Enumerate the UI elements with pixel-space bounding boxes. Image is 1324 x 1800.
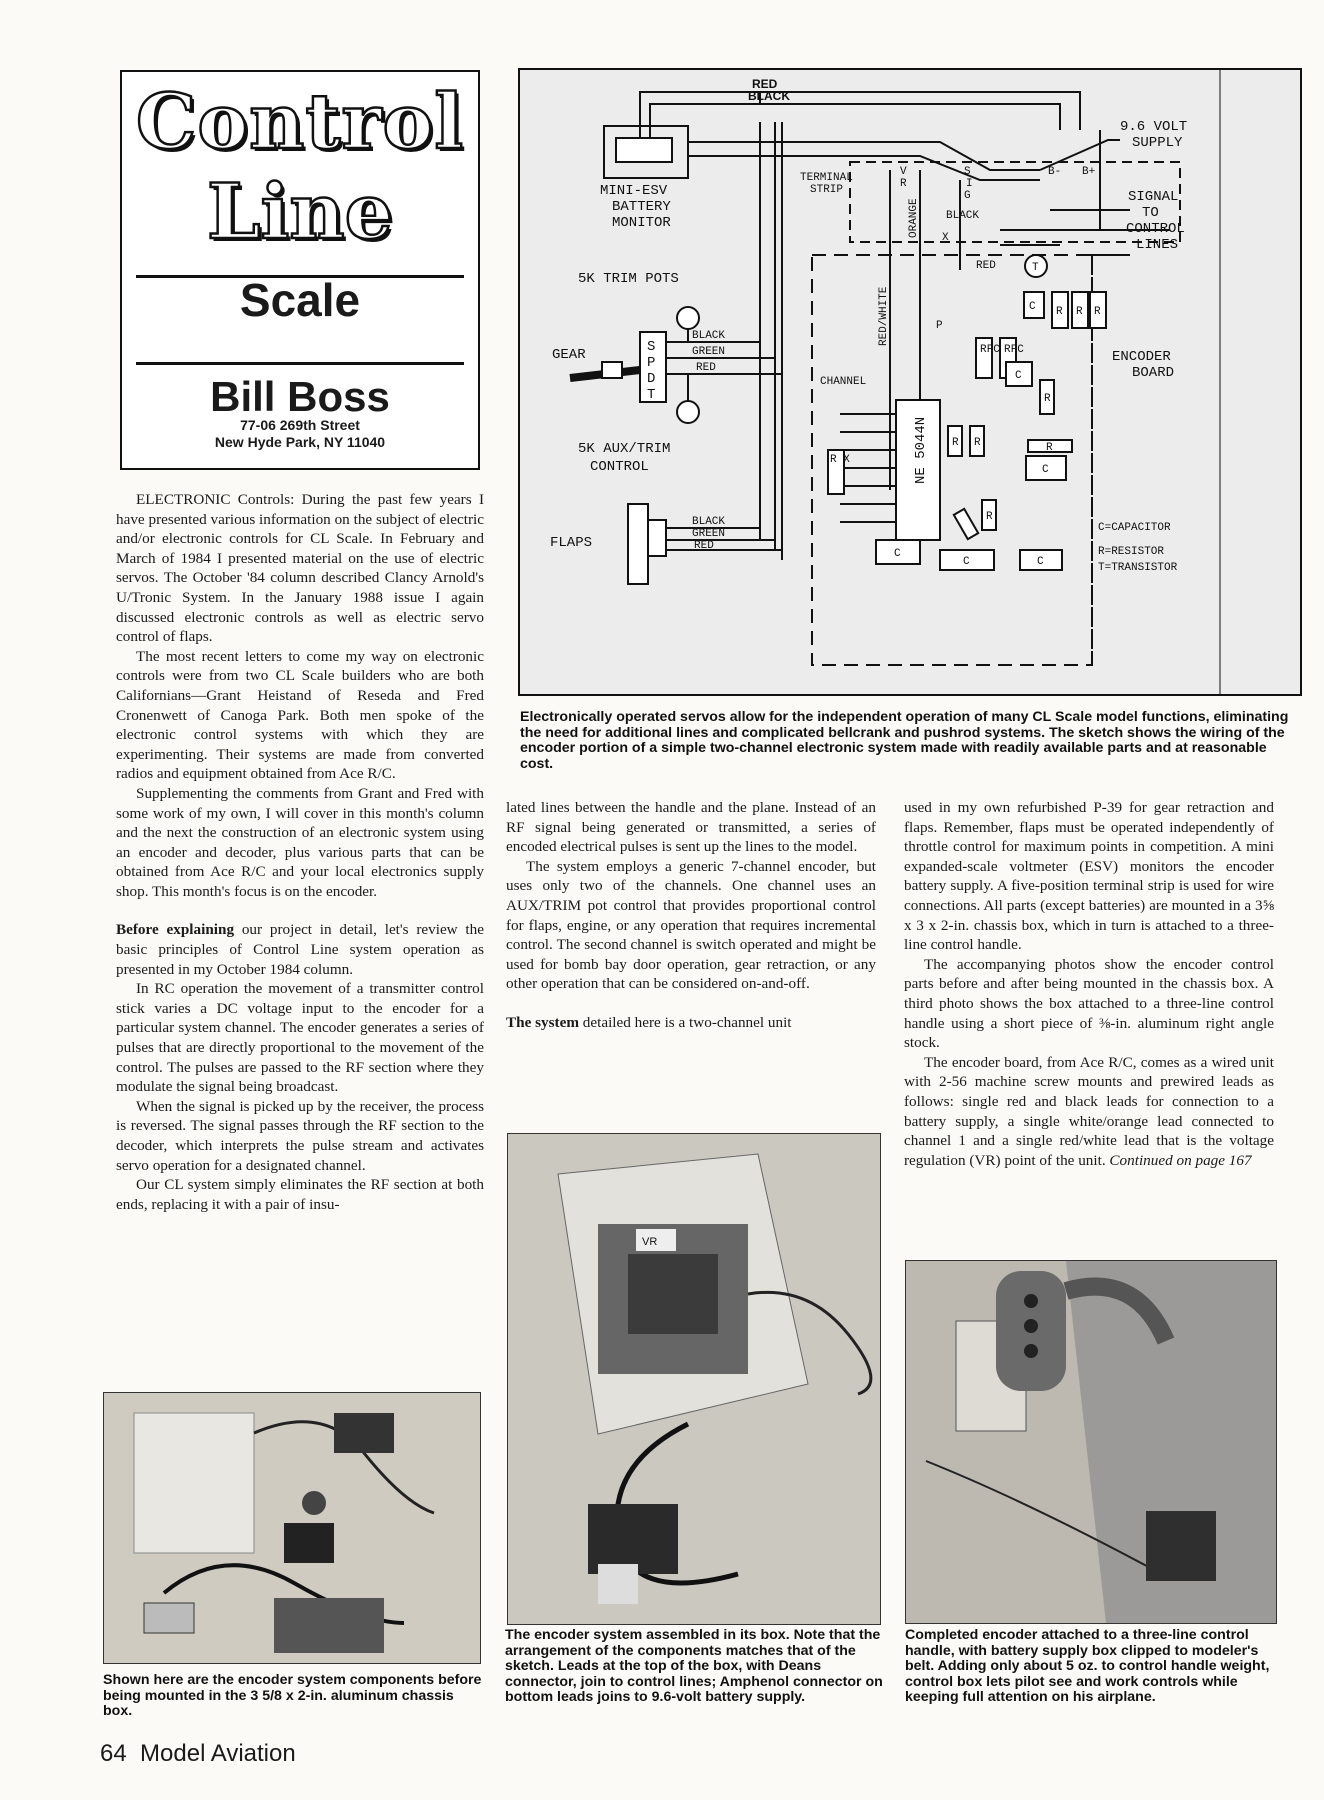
label-c-5: C: [963, 556, 970, 568]
label-green-flaps: GREEN: [692, 528, 726, 540]
label-board: BOARD: [1132, 365, 1175, 381]
legend-resistor: R=RESISTOR: [1098, 546, 1165, 558]
components-photo-caption: Shown here are the encoder system components before being mounted in the 3 5/8 x 2-in. aluminum chassis box.: [103, 1672, 482, 1719]
label-b-minus: B-: [1048, 166, 1062, 178]
label-battery: BATTERY: [612, 199, 671, 215]
lead-word: Before explaining: [116, 921, 235, 939]
wiring-diagram: [518, 68, 1302, 696]
label-red-gear: RED: [696, 362, 716, 374]
label-r-1: R: [1056, 306, 1063, 318]
label-signal: SIGNAL: [1128, 189, 1179, 205]
label-strip: STRIP: [810, 184, 844, 196]
paragraph: [116, 490, 484, 647]
label-black: BLACK: [748, 89, 790, 103]
paragraph: The most recent letters to come my way on electronic controls were from two CL Scale builders who are both Californians—Grant Heistand of Reseda and Fred Cronenwett of Canoga Park. Both men spoke of the electronic control systems with which they are experimenting. Their systems are made from converted radios and equipment obtained from Ace R/C.: [116, 647, 484, 783]
paragraph: lated lines between the handle and the plane. Instead of an RF signal being generated or transmitted, a series of encoded electrical pulses is sent up the lines to the model.: [506, 799, 876, 856]
column-subtitle: Scale: [239, 274, 361, 326]
label-monitor: MONITOR: [612, 215, 671, 231]
paragraph-text: detailed here is a two-channel unit: [578, 1013, 792, 1031]
paragraph: In RC operation the movement of a transmitter control stick varies a DC voltage input to the encoder for a particular system channel. The encoder generates a series of pulses that are directly proportional to the movement of the control. The pulses are passed to the RF section where they modulate the signal being broadcast.: [116, 980, 484, 1096]
label-transistor: T: [1032, 262, 1039, 274]
paragraph: used in my own refurbished P-39 for gear retraction and flaps. Remember, flaps must be operated independently of throttle control for maximum points in competition. A mini expanded-scale voltmeter (ESV) monitors the encoder battery supply. A five-position terminal strip is used for wire connections. All parts (except batteries) are mounted in a 3⅝ x 3 x 2-in. chassis box, which in turn is attached to a three-line control handle.: [904, 799, 1274, 954]
label-rx: R X: [830, 454, 850, 466]
label-r-8: R: [986, 511, 993, 523]
article-column-3: [904, 798, 1274, 1170]
label-flaps: FLAPS: [550, 535, 593, 551]
label-orange: ORANGE: [908, 198, 920, 238]
label-c-4: C: [894, 548, 901, 560]
article-column-1: [116, 490, 484, 1214]
label-r-7: R: [1046, 442, 1053, 454]
lead-word: The system: [506, 1013, 579, 1031]
label-terminal-v: V: [900, 166, 907, 178]
label-lines: LINES: [1136, 237, 1179, 253]
handle-mount-photo: [905, 1260, 1277, 1624]
paragraph: [116, 920, 484, 979]
label-terminal-i: I: [966, 178, 973, 190]
legend-transistor: T=TRANSISTOR: [1098, 562, 1178, 574]
author-name: Bill Boss: [210, 373, 390, 420]
paragraph: [904, 1053, 1274, 1171]
column-title-box: [120, 70, 480, 470]
address-line-2: New Hyde Park, NY 11040: [214, 434, 386, 450]
lead-word: ELECTRONIC: [136, 491, 231, 508]
label-c-6: C: [1037, 556, 1044, 568]
label-red-flaps: RED: [694, 540, 714, 552]
label-supply-2: SUPPLY: [1132, 135, 1183, 151]
legend-capacitor: C=CAPACITOR: [1098, 522, 1171, 534]
paragraph: Our CL system simply eliminates the RF section at both ends, replacing it with a pair of insu-: [116, 1176, 484, 1213]
label-r-3: R: [1094, 306, 1101, 318]
label-black-flaps: BLACK: [692, 516, 726, 528]
label-spdt-t: T: [647, 387, 656, 403]
label-red: RED: [752, 77, 778, 91]
label-c-2: C: [1015, 370, 1022, 382]
label-channel: CHANNEL: [820, 376, 867, 388]
label-green-gear: GREEN: [692, 346, 726, 358]
components-photo: [103, 1392, 481, 1664]
label-spdt-d: D: [647, 371, 656, 387]
handle-mount-photo-art: [906, 1261, 1276, 1623]
label-control: CONTROL: [1126, 221, 1185, 237]
label-rfc-2: RFC: [1004, 344, 1024, 356]
paragraph-text: our project in detail, let's review the basic principles of Control Line system operation as presented in my October 1984 column.: [116, 921, 484, 978]
box-vr-label: VR: [642, 1236, 658, 1248]
label-chip: NE 5044N: [913, 416, 929, 484]
paragraph: The accompanying photos show the encoder control parts before and after being mounted in the chassis box. A third photo shows the box attached to a three-line control handle using a short piece of ⅜-in. aluminum right angle stock.: [904, 955, 1274, 1052]
label-r-4: R: [952, 437, 959, 449]
label-red-terminal: RED: [976, 260, 996, 272]
label-encoder: ENCODER: [1112, 349, 1171, 365]
paragraph-text: The encoder board, from Ace R/C, comes as a wired unit with 2-56 machine screw mounts and prewired leads as follows: single red and black leads for connection to a battery supply, a single white/orange lead connected to channel 1 and a single red/white lead that is the voltage regulation (VR) point of the unit.: [904, 1053, 1274, 1169]
label-c-3: C: [1042, 464, 1049, 476]
label-spdt-p: P: [647, 355, 656, 371]
paragraph-text: Controls: During the past few years I have presented various information on the subject of electric and/or electronic controls for CL Scale. In February and March of 1984 I presented material on the use of electric servos. The October '84 column described Clancy Arnold's U/Tronic System. In the January 1988 issue I again discussed electronic controls as well as electric servo control of flaps.: [116, 491, 484, 646]
wiring-diagram-svg: [520, 70, 1300, 694]
article-column-2: [506, 798, 876, 1033]
label-r-5: R: [974, 437, 981, 449]
label-wire-x: X: [942, 232, 949, 244]
title-rule-bottom: [136, 362, 464, 365]
label-terminal-s: S: [964, 166, 971, 178]
page-number: 64: [100, 1740, 127, 1767]
assembled-encoder-photo-art: [508, 1134, 880, 1624]
label-c-1: C: [1029, 301, 1036, 313]
label-spdt-s: S: [647, 339, 656, 355]
label-terminal-g: G: [964, 190, 971, 202]
label-black-terminal: BLACK: [946, 210, 980, 222]
assembled-encoder-photo: [507, 1133, 881, 1625]
label-aux-trim: 5K AUX/TRIM: [578, 441, 671, 457]
components-photo-art: [104, 1393, 480, 1663]
label-to: TO: [1142, 205, 1159, 221]
label-red-white: RED/WHITE: [878, 286, 890, 346]
label-r-6: R: [1044, 393, 1051, 405]
paragraph: [506, 1013, 876, 1033]
assembled-photo-caption: The encoder system assembled in its box. Note that the arrangement of the components matches that of the sketch. Leads at the top of the box, with Deans connector, join to control lines; Amphenol connector on bottom leads joins to 9.6-volt battery supply.: [505, 1627, 883, 1705]
label-terminal: TERMINAL: [800, 172, 853, 184]
continued-note: Continued on page 167: [1109, 1151, 1252, 1169]
label-r-2: R: [1076, 306, 1083, 318]
label-gear: GEAR: [552, 347, 586, 363]
label-mini-esv: MINI-ESV: [600, 183, 668, 199]
diagram-caption: Electronically operated servos allow for the independent operation of many CL Scale model functions, eliminating the need for additional lines and complicated bellcrank and pushrod systems. The sketch shows the wiring of the encoder portion of a simple two-channel electronic system made with readily available parts and at reasonable cost.: [520, 709, 1289, 772]
magazine-name: Model Aviation: [140, 1740, 296, 1767]
address-line-1: 77-06 269th Street: [240, 417, 360, 433]
label-rfc-1: RFC: [980, 344, 1000, 356]
title-line-2: Line: [207, 167, 393, 256]
paragraph: When the signal is picked up by the receiver, the process is reversed. The signal passes through the RF section to the decoder, which interprets the pulse stream and activates servo operation for a designated channel.: [116, 1097, 484, 1174]
title-line-1: Control: [135, 77, 465, 166]
label-trim-pots: 5K TRIM POTS: [578, 271, 679, 287]
paragraph: The system employs a generic 7-channel encoder, but uses only two of the channels. One channel uses an AUX/TRIM pot control that provides proportional control for flaps, engine, or any operation that requires incremental control. The second channel is switch operated and might be used for bomb bay door operation, gear retraction, or any other operation that can be considered on-and-off.: [506, 857, 876, 993]
label-supply: 9.6 VOLT: [1120, 119, 1188, 135]
author-address: [122, 417, 478, 451]
page-footer: [100, 1740, 296, 1768]
label-terminal-r: R: [900, 178, 907, 190]
paragraph: Supplementing the comments from Grant and Fred with some work of my own, I will cover in this month's column and the next the construction of an electronic system using an encoder and decoder, plus various parts that can be obtained from Ace R/C and your local electronics supply shop. This month's focus is on the encoder.: [116, 784, 484, 900]
label-b-plus: B+: [1082, 166, 1096, 178]
label-black-gear: BLACK: [692, 330, 726, 342]
label-aux-control: CONTROL: [590, 459, 649, 475]
label-wire-p: P: [936, 320, 943, 332]
handle-photo-caption: Completed encoder attached to a three-line control handle, with battery supply box clipped to modeler's belt. Adding only about 5 oz. to control handle weight, control box lets pilot see and work controls while keeping full attention on his airplane.: [905, 1627, 1270, 1705]
